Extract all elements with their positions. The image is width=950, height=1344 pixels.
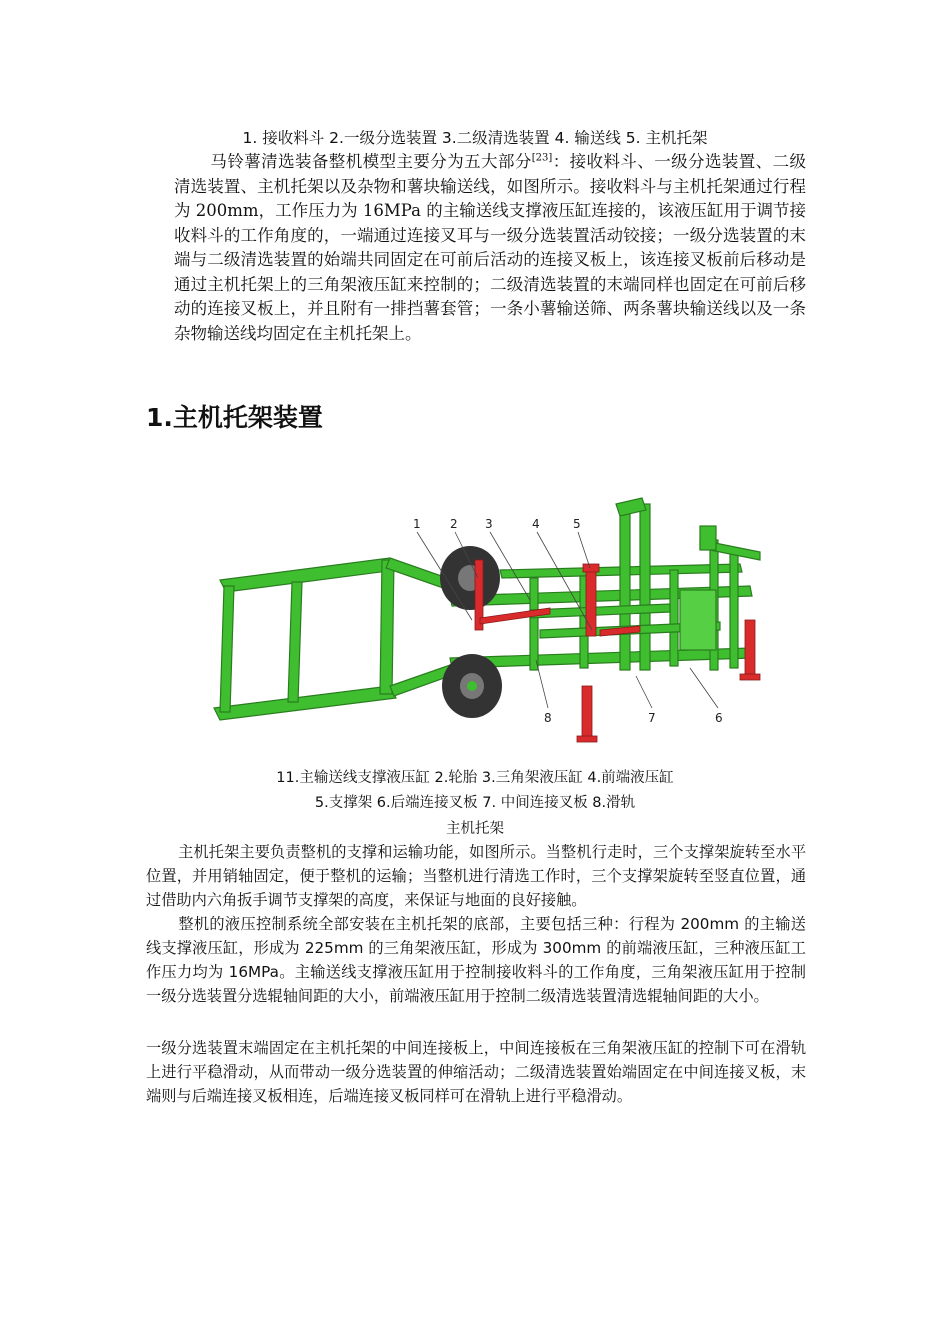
callout-1: 1 — [413, 517, 421, 531]
callout-8: 8 — [544, 711, 552, 725]
intro-paragraph — [174, 150, 806, 346]
callout-5: 5 — [573, 517, 581, 531]
callout-4: 4 — [532, 517, 540, 531]
top-figure-caption: 1. 接收料斗 2.一级分选装置 3.二级清选装置 4. 输送线 5. 主机托架 — [242, 129, 708, 147]
paragraph-1-text: 主机托架主要负责整机的支撑和运输功能，如图所示。当整机行走时，三个支撑架旋转至水平位置，并用销轴固定，便于整机的运输；当整机进行清选工作时，三个支撑架旋转至竖直位置，通过借助内六角扳手调节支撑架的高度，来保证与地面的良好接触。 — [146, 843, 806, 909]
paragraph-sliding-plates: 一级分选装置末端固定在主机托架的中间连接板上，中间连接板在三角架液压缸的控制下可在滑轨上进行平稳滑动，从而带动一级分选装置的伸缩活动；二级清选装置始端固定在中间连接叉板，末端则与后端连接叉板相连，后端连接叉板同样可在滑轨上进行平稳滑动。 — [146, 1039, 806, 1105]
figure-caption-line-2: 5.支撑架 6.后端连接叉板 7. 中间连接叉板 8.滑轨 — [314, 795, 636, 811]
callout-2: 2 — [450, 517, 458, 531]
section-heading: 1.主机托架装置 — [146, 403, 323, 432]
paragraph-hydraulic-system — [146, 912, 806, 1008]
figure-title: 主机托架 — [446, 821, 504, 837]
intro-text-after-citation: ：接收料斗、一级分选装置、二级清选装置、主机托架以及杂物和薯块输送线，如图所示。接收料斗与主机托架通过行程为 200mm，工作压力为 16MPa 的主输送线支撑液压缸连接的，该液压缸用于调节接收料斗的工作角度的，一端通过连接叉耳与一级分选装置活动铰接；一级分选装置的末端与二级清选装置的始端共同固定在可前后活动的连接叉板上，该连接叉板前后移动是通过主机托架上的三角架液压缸来控制的；二级清选装置的末端同样也固定在可前后移动的连接叉板上，并且附有一排挡薯套管；一条小薯输送筛、两条薯块输送线以及一条杂物输送线均固定在主机托架上。 — [174, 152, 807, 343]
callout-7: 7 — [648, 711, 656, 725]
tires — [440, 546, 502, 718]
intro-text-before-citation: 马铃薯清选装备整机模型主要分为五大部分 — [210, 152, 532, 171]
paragraph-2-text: 整机的液压控制系统全部安装在主机托架的底部，主要包括三种：行程为 200mm 的主输送线支撑液压缸，形成为 225mm 的三角架液压缸，形成为 300mm 的前端液压缸，三种液压缸工作压力均为 16MPa。主输送线支撑液压缸用于控制接收料斗的工作角度，三角架液压缸用于控制一级分选装置分选辊轴间距的大小，前端液压缸用于控制二级清选装置清选辊轴间距的大小。 — [146, 915, 806, 1005]
host-frame-figure — [200, 490, 770, 750]
citation-marker: [23] — [531, 152, 553, 164]
figure-caption-line-1: 11.主输送线支撑液压缸 2.轮胎 3.三角架液压缸 4.前端液压缸 — [276, 770, 674, 786]
callout-6: 6 — [715, 711, 723, 725]
callout-3: 3 — [485, 517, 493, 531]
paragraph-host-frame-function — [146, 840, 806, 912]
